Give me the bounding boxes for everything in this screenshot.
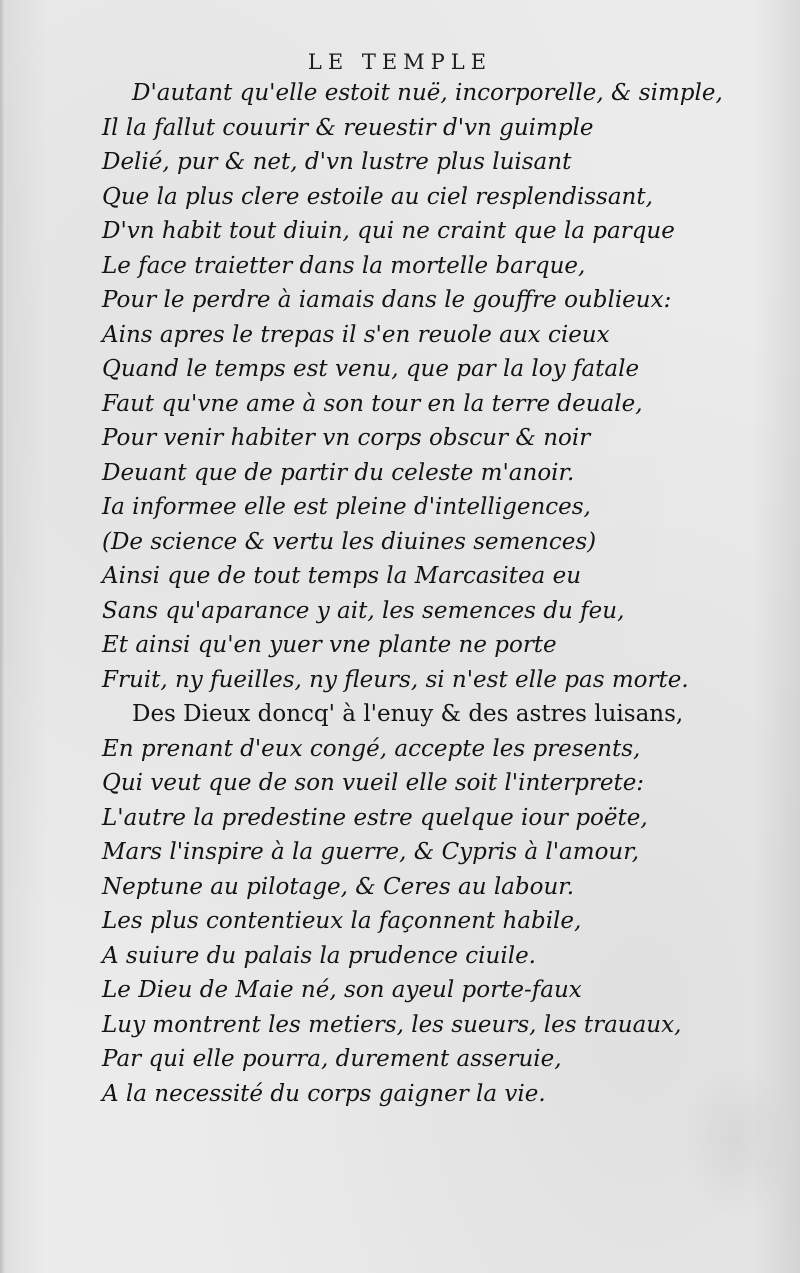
verse-line: Mars l'inspire à la guerre, & Cypris à l'amour, (102, 839, 640, 865)
verse-line: Pour venir habiter vn corps obscur & noir (102, 425, 591, 451)
running-head: LE TEMPLE (307, 50, 493, 74)
verse-line: L'autre la predestine estre quelque iour poëte, (102, 804, 648, 831)
verse-line: Delié, pur & net, d'vn lustre plus luisant (102, 149, 572, 175)
verse-line: Sans qu'aparance y ait, les semences du feu, (102, 597, 625, 624)
verse-line: Neptune au pilotage, & Ceres au labour. (102, 873, 575, 900)
verse-line: Par qui elle pourra, durement asseruie, (102, 1046, 562, 1072)
verse-line: A suiure du palais la prudence ciuile. (102, 942, 536, 969)
verse-line: Le Dieu de Maie né, son ayeul porte-faux (102, 977, 582, 1003)
verse-line: Luy montrent les metiers, les sueurs, les trauaux, (102, 1011, 682, 1038)
verse-line: Deuant que de partir du celeste m'anoir. (102, 459, 575, 486)
verse-line: Pour le perdre à iamais dans le gouffre oublieux: (102, 287, 672, 313)
verse-line: Faut qu'vne ame à son tour en la terre deuale, (102, 390, 643, 417)
verse-line: Fruit, ny fueilles, ny fleurs, si n'est elle pas morte. (102, 666, 689, 693)
verse-line: A la necessité du corps gaigner la vie. (102, 1080, 546, 1107)
verse-line: Les plus contentieux la façonnent habile, (102, 908, 582, 934)
verse-line: D'autant qu'elle estoit nuë, incorporelle, & simple, (132, 80, 723, 106)
verse-line: Quand le temps est venu, que par la loy fatale (102, 356, 640, 382)
verse-line: Que la plus clere estoile au ciel resplendissant, (102, 183, 653, 210)
verse-line: Et ainsi qu'en yuer vne plante ne porte (102, 632, 557, 658)
verse-line: Ia informee elle est pleine d'intelligences, (102, 494, 591, 520)
verse-line: Il la fallut couurir & reuestir d'vn guimple (102, 114, 594, 141)
page-edge-shadow (0, 0, 6, 1273)
verse-line: Ains apres le trepas il s'en reuole aux cieux (102, 321, 610, 348)
verse-line: Le face traietter dans la mortelle barque, (102, 252, 586, 279)
verse-line: Qui veut que de son vueil elle soit l'interprete: (102, 770, 645, 796)
verse-line: En prenant d'eux congé, accepte les presents, (102, 735, 641, 762)
verse-line: (De science & vertu les diuines semences) (102, 528, 597, 555)
verse-line: Des Dieux doncq' à l'enuy & des astres luisans, (132, 701, 684, 727)
poem-body (102, 76, 742, 1111)
verse-line: D'vn habit tout diuin, qui ne craint que la parque (102, 218, 675, 244)
verse-line: Ainsi que de tout temps la Marcasitea eu (102, 563, 582, 589)
